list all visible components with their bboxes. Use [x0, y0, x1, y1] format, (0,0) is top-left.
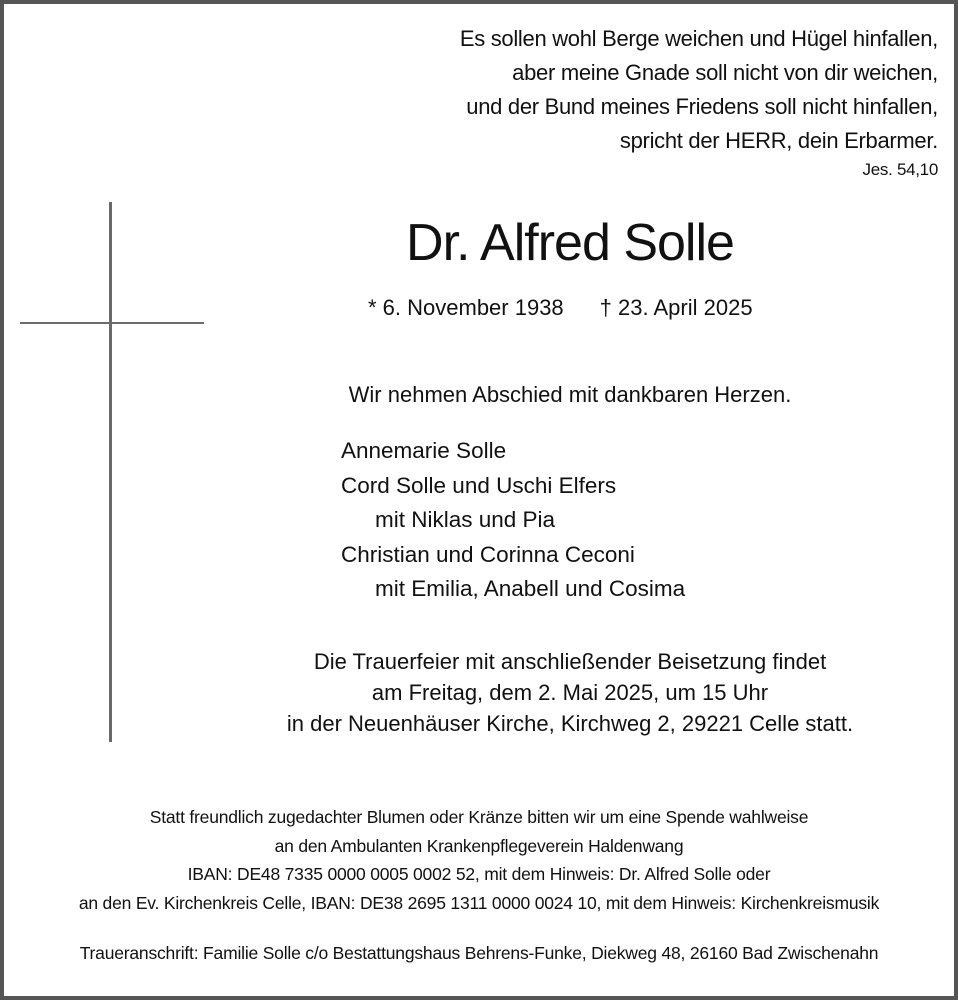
funeral-service-info: [220, 646, 920, 739]
mourner-entry: Cord Solle und Uschi Elfers: [341, 472, 617, 498]
bible-verse: [460, 22, 938, 182]
life-dates: [368, 293, 753, 323]
service-line: am Freitag, dem 2. Mai 2025, um 15 Uhr: [371, 680, 769, 705]
cross-vertical-bar: [109, 202, 112, 742]
mourner-entry: mit Emilia, Anabell und Cosima: [375, 576, 686, 601]
birth-date: * 6. November 1938: [368, 295, 564, 320]
death-date: † 23. April 2025: [599, 295, 753, 320]
donation-line: IBAN: DE48 7335 0000 0005 0002 52, mit dem Hinweis: Dr. Alfred Solle oder: [187, 864, 771, 884]
verse-reference: Jes. 54,10: [862, 160, 938, 179]
donation-line: an den Ambulanten Krankenpflegeverein Haldenwang: [274, 835, 684, 856]
mourners-list: [341, 434, 685, 607]
deceased-name: Dr. Alfred Solle: [406, 214, 734, 272]
verse-line: spricht der HERR, dein Erbarmer.: [619, 128, 938, 153]
donation-line: Statt freundlich zugedachter Blumen oder Kränze bitten wir um eine Spende wahlweise: [149, 807, 809, 827]
cross-horizontal-bar: [20, 322, 204, 324]
mourner-entry: Annemarie Solle: [341, 438, 507, 463]
mourner-entry: mit Niklas und Pia: [375, 507, 556, 532]
farewell-text: Wir nehmen Abschied mit dankbaren Herzen.: [348, 382, 792, 407]
verse-line: und der Bund meines Friedens soll nicht hinfallen,: [466, 94, 938, 119]
donation-request: [8, 803, 950, 917]
service-line: Die Trauerfeier mit anschließender Beisetzung findet: [313, 649, 827, 674]
verse-line: aber meine Gnade soll nicht von dir weichen,: [512, 60, 938, 85]
mourning-address: Traueranschrift: Familie Solle c/o Bestattungshaus Behrens-Funke, Diekweg 48, 26160 Bad Zwischenahn: [79, 943, 879, 963]
service-line: in der Neuenhäuser Kirche, Kirchweg 2, 29221 Celle statt.: [286, 711, 854, 736]
mourner-entry: Christian und Corinna Ceconi: [341, 541, 635, 567]
donation-line: an den Ev. Kirchenkreis Celle, IBAN: DE38 2695 1311 0000 0024 10, mit dem Hinweis: Kirchenkreismusik: [78, 892, 880, 913]
verse-line: Es sollen wohl Berge weichen und Hügel hinfallen,: [459, 26, 938, 51]
